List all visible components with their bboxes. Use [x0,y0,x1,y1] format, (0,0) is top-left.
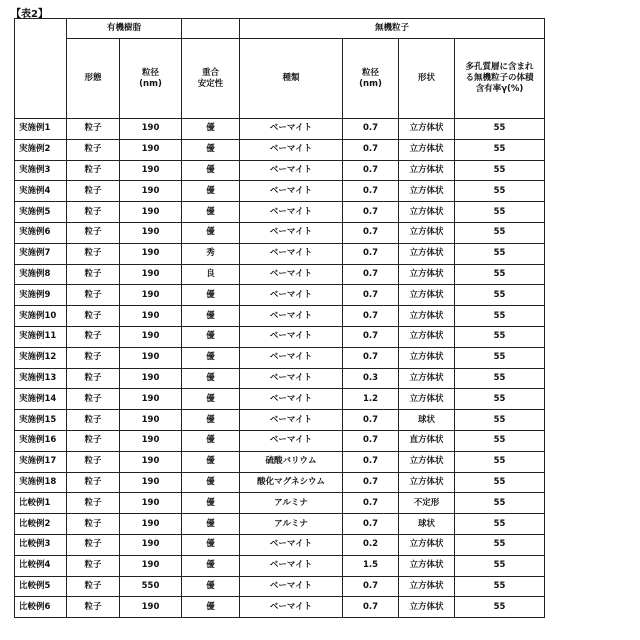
row-label: 実施例16 [15,430,67,451]
cell-volume-ratio: 55 [455,202,545,223]
row-label: 実施例14 [15,389,67,410]
table-row [15,160,545,181]
cell-organic-size: 190 [120,555,182,576]
header-corner [15,19,67,119]
cell-form: 粒子 [67,514,120,535]
cell-volume-ratio: 55 [455,243,545,264]
cell-volume-ratio: 55 [455,160,545,181]
table-row [15,243,545,264]
cell-organic-size: 190 [120,347,182,368]
cell-form: 粒子 [67,181,120,202]
cell-type: アルミナ [240,514,343,535]
cell-organic-size: 190 [120,451,182,472]
cell-organic-size: 190 [120,285,182,306]
header-organic-resin: 有機樹脂 [67,19,182,39]
cell-organic-size: 190 [120,514,182,535]
cell-type: ベーマイト [240,368,343,389]
header-inorganic-particles: 無機粒子 [240,19,545,39]
row-label: 比較例2 [15,514,67,535]
row-label: 実施例15 [15,410,67,431]
cell-shape: 直方体状 [399,430,455,451]
table-row [15,576,545,597]
cell-stability: 秀 [182,243,240,264]
cell-organic-size: 190 [120,597,182,618]
table-row [15,451,545,472]
cell-stability: 優 [182,139,240,160]
cell-volume-ratio: 55 [455,119,545,140]
cell-organic-size: 190 [120,119,182,140]
cell-volume-ratio: 55 [455,410,545,431]
header-inorganic-particle-size: 粒径 (nm) [343,39,399,119]
cell-shape: 立方体状 [399,326,455,347]
row-label: 実施例2 [15,139,67,160]
cell-form: 粒子 [67,326,120,347]
cell-inorganic-size: 0.7 [343,160,399,181]
row-label: 比較例3 [15,534,67,555]
cell-type: ベーマイト [240,139,343,160]
cell-organic-size: 190 [120,160,182,181]
cell-form: 粒子 [67,202,120,223]
cell-shape: 立方体状 [399,368,455,389]
cell-stability: 優 [182,347,240,368]
cell-volume-ratio: 55 [455,555,545,576]
cell-form: 粒子 [67,472,120,493]
cell-shape: 球状 [399,410,455,431]
table-row [15,472,545,493]
cell-organic-size: 550 [120,576,182,597]
cell-shape: 立方体状 [399,243,455,264]
cell-inorganic-size: 0.7 [343,410,399,431]
table-row [15,181,545,202]
cell-volume-ratio: 55 [455,430,545,451]
cell-form: 粒子 [67,597,120,618]
cell-organic-size: 190 [120,472,182,493]
cell-type: ベーマイト [240,119,343,140]
cell-inorganic-size: 0.7 [343,243,399,264]
cell-organic-size: 190 [120,222,182,243]
cell-inorganic-size: 0.7 [343,347,399,368]
table-row [15,347,545,368]
cell-type: ベーマイト [240,181,343,202]
table-row [15,139,545,160]
cell-inorganic-size: 0.7 [343,451,399,472]
cell-type: ベーマイト [240,534,343,555]
cell-inorganic-size: 0.7 [343,285,399,306]
header-polymerization-stability: 重合 安定性 [182,39,240,119]
cell-stability: 優 [182,222,240,243]
cell-shape: 立方体状 [399,389,455,410]
cell-stability: 優 [182,472,240,493]
cell-form: 粒子 [67,243,120,264]
row-label: 比較例5 [15,576,67,597]
cell-inorganic-size: 1.5 [343,555,399,576]
cell-stability: 優 [182,389,240,410]
cell-form: 粒子 [67,493,120,514]
cell-shape: 不定形 [399,493,455,514]
cell-stability: 優 [182,119,240,140]
table-row [15,368,545,389]
cell-form: 粒子 [67,222,120,243]
row-label: 実施例11 [15,326,67,347]
cell-inorganic-size: 0.7 [343,139,399,160]
row-label: 実施例12 [15,347,67,368]
cell-shape: 立方体状 [399,222,455,243]
table-row [15,285,545,306]
cell-type: ベーマイト [240,285,343,306]
cell-shape: 立方体状 [399,472,455,493]
cell-inorganic-size: 0.7 [343,202,399,223]
cell-organic-size: 190 [120,410,182,431]
cell-volume-ratio: 55 [455,534,545,555]
table-row [15,410,545,431]
cell-inorganic-size: 0.3 [343,368,399,389]
cell-stability: 優 [182,285,240,306]
cell-organic-size: 190 [120,368,182,389]
cell-type: 硫酸バリウム [240,451,343,472]
header-shape: 形状 [399,39,455,119]
cell-shape: 立方体状 [399,347,455,368]
table-row [15,222,545,243]
cell-form: 粒子 [67,389,120,410]
table-row [15,389,545,410]
cell-volume-ratio: 55 [455,597,545,618]
cell-stability: 優 [182,555,240,576]
cell-type: ベーマイト [240,222,343,243]
cell-shape: 立方体状 [399,451,455,472]
cell-type: ベーマイト [240,597,343,618]
cell-type: ベーマイト [240,430,343,451]
cell-volume-ratio: 55 [455,368,545,389]
cell-inorganic-size: 0.2 [343,534,399,555]
row-label: 比較例1 [15,493,67,514]
cell-type: ベーマイト [240,264,343,285]
row-label: 実施例6 [15,222,67,243]
cell-shape: 立方体状 [399,181,455,202]
cell-stability: 優 [182,368,240,389]
header-form: 形態 [67,39,120,119]
row-label: 比較例6 [15,597,67,618]
cell-form: 粒子 [67,410,120,431]
cell-volume-ratio: 55 [455,389,545,410]
cell-organic-size: 190 [120,389,182,410]
cell-volume-ratio: 55 [455,514,545,535]
cell-organic-size: 190 [120,264,182,285]
cell-volume-ratio: 55 [455,139,545,160]
cell-type: ベーマイト [240,410,343,431]
cell-form: 粒子 [67,139,120,160]
cell-type: ベーマイト [240,389,343,410]
cell-volume-ratio: 55 [455,451,545,472]
cell-inorganic-size: 0.7 [343,430,399,451]
table-row [15,326,545,347]
cell-inorganic-size: 0.7 [343,222,399,243]
cell-stability: 優 [182,597,240,618]
header-organic-particle-size: 粒径 (nm) [120,39,182,119]
cell-form: 粒子 [67,160,120,181]
cell-form: 粒子 [67,576,120,597]
cell-inorganic-size: 0.7 [343,597,399,618]
cell-stability: 優 [182,181,240,202]
cell-stability: 優 [182,306,240,327]
cell-stability: 優 [182,410,240,431]
cell-stability: 優 [182,202,240,223]
table-row [15,597,545,618]
cell-stability: 優 [182,514,240,535]
cell-shape: 球状 [399,514,455,535]
cell-shape: 立方体状 [399,576,455,597]
header-volume-ratio: 多孔質層に含まれ る無機粒子の体積 含有率γ(%) [455,39,545,119]
cell-inorganic-size: 0.7 [343,119,399,140]
table-row [15,306,545,327]
row-label: 実施例10 [15,306,67,327]
cell-shape: 立方体状 [399,264,455,285]
cell-form: 粒子 [67,264,120,285]
cell-shape: 立方体状 [399,160,455,181]
cell-inorganic-size: 0.7 [343,326,399,347]
cell-volume-ratio: 55 [455,181,545,202]
cell-type: ベーマイト [240,306,343,327]
row-label: 実施例3 [15,160,67,181]
cell-volume-ratio: 55 [455,285,545,306]
cell-shape: 立方体状 [399,306,455,327]
cell-form: 粒子 [67,451,120,472]
table-row [15,493,545,514]
cell-type: アルミナ [240,493,343,514]
row-label: 実施例8 [15,264,67,285]
row-label: 実施例5 [15,202,67,223]
row-label: 実施例4 [15,181,67,202]
cell-stability: 優 [182,576,240,597]
cell-organic-size: 190 [120,534,182,555]
cell-form: 粒子 [67,430,120,451]
cell-stability: 優 [182,430,240,451]
cell-organic-size: 190 [120,326,182,347]
cell-inorganic-size: 1.2 [343,389,399,410]
cell-volume-ratio: 55 [455,326,545,347]
cell-organic-size: 190 [120,243,182,264]
table-row [15,534,545,555]
cell-form: 粒子 [67,347,120,368]
row-label: 実施例13 [15,368,67,389]
table-row [15,430,545,451]
cell-stability: 優 [182,451,240,472]
header-type: 種類 [240,39,343,119]
table-row [15,514,545,535]
cell-form: 粒子 [67,306,120,327]
cell-volume-ratio: 55 [455,493,545,514]
cell-organic-size: 190 [120,493,182,514]
cell-organic-size: 190 [120,430,182,451]
cell-stability: 優 [182,160,240,181]
cell-type: ベーマイト [240,243,343,264]
cell-type: ベーマイト [240,202,343,223]
cell-shape: 立方体状 [399,285,455,306]
cell-form: 粒子 [67,534,120,555]
cell-inorganic-size: 0.7 [343,576,399,597]
cell-stability: 優 [182,326,240,347]
cell-inorganic-size: 0.7 [343,514,399,535]
table-title: 【表2】 [11,5,48,20]
cell-stability: 優 [182,493,240,514]
cell-type: ベーマイト [240,326,343,347]
cell-form: 粒子 [67,368,120,389]
cell-volume-ratio: 55 [455,306,545,327]
cell-shape: 立方体状 [399,119,455,140]
cell-type: ベーマイト [240,347,343,368]
header-empty [182,19,240,39]
cell-stability: 優 [182,534,240,555]
cell-shape: 立方体状 [399,597,455,618]
table-row [15,555,545,576]
cell-volume-ratio: 55 [455,264,545,285]
row-label: 実施例17 [15,451,67,472]
cell-inorganic-size: 0.7 [343,493,399,514]
cell-shape: 立方体状 [399,202,455,223]
cell-volume-ratio: 55 [455,576,545,597]
table-row [15,202,545,223]
cell-shape: 立方体状 [399,139,455,160]
cell-volume-ratio: 55 [455,472,545,493]
cell-form: 粒子 [67,555,120,576]
row-label: 実施例18 [15,472,67,493]
cell-shape: 立方体状 [399,534,455,555]
cell-organic-size: 190 [120,181,182,202]
cell-type: ベーマイト [240,576,343,597]
cell-inorganic-size: 0.7 [343,472,399,493]
cell-inorganic-size: 0.7 [343,264,399,285]
cell-form: 粒子 [67,119,120,140]
cell-type: ベーマイト [240,555,343,576]
cell-volume-ratio: 55 [455,347,545,368]
cell-form: 粒子 [67,285,120,306]
cell-organic-size: 190 [120,306,182,327]
row-label: 実施例7 [15,243,67,264]
row-label: 実施例1 [15,119,67,140]
table-row [15,264,545,285]
cell-type: ベーマイト [240,160,343,181]
cell-volume-ratio: 55 [455,222,545,243]
cell-inorganic-size: 0.7 [343,181,399,202]
row-label: 実施例9 [15,285,67,306]
row-label: 比較例4 [15,555,67,576]
cell-shape: 立方体状 [399,555,455,576]
results-table [14,18,545,618]
cell-type: 酸化マグネシウム [240,472,343,493]
cell-organic-size: 190 [120,202,182,223]
cell-stability: 良 [182,264,240,285]
table-row [15,119,545,140]
cell-inorganic-size: 0.7 [343,306,399,327]
cell-organic-size: 190 [120,139,182,160]
